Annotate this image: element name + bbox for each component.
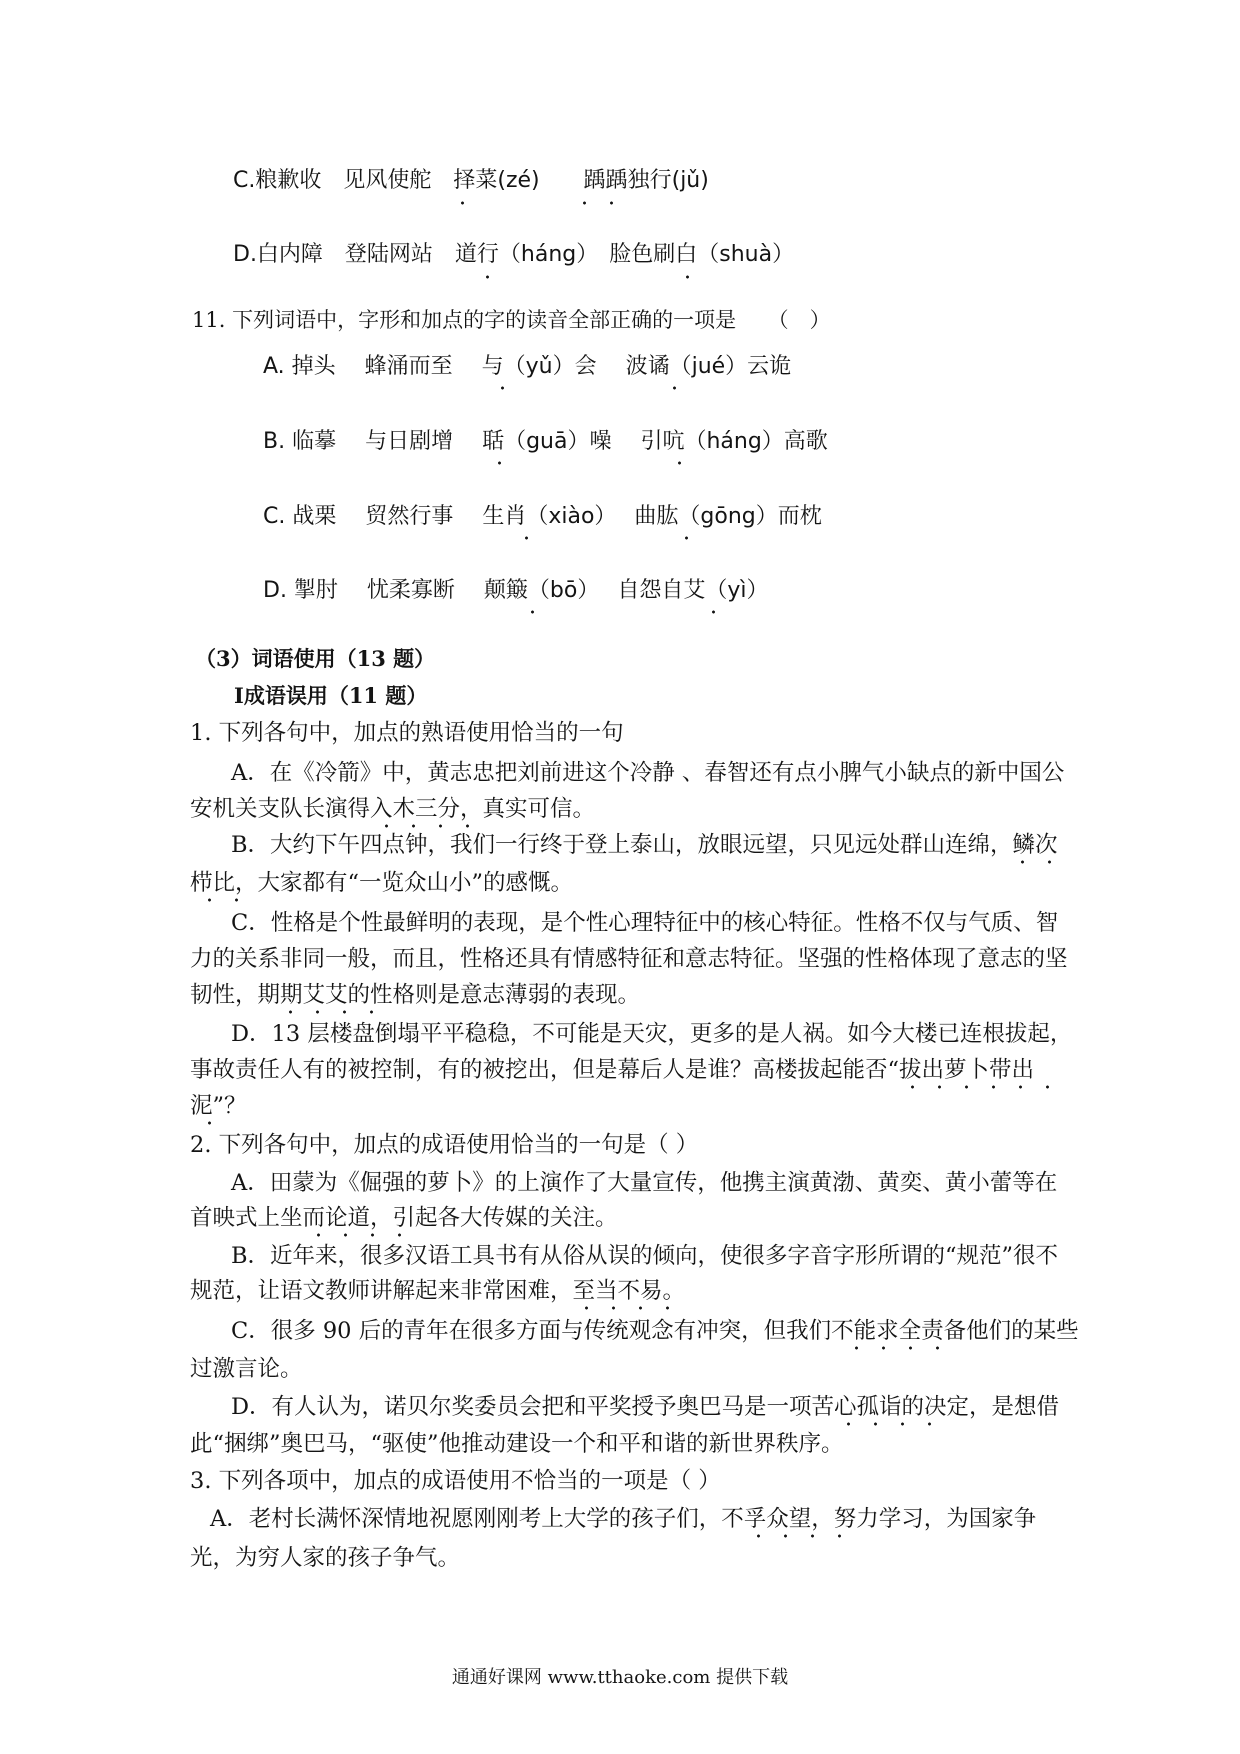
emphasis-dots (1003, 859, 1059, 865)
q11-option-d: D. 掣肘 忧柔寡断 颠簸（bō） 自怨自艾（yì） (263, 578, 769, 603)
emphasis-dots (271, 1009, 379, 1015)
q2-option-c-line2: 过激言论。 (190, 1356, 303, 1382)
q1-stem: 1. 下列各句中，加点的熟语使用恰当的一句 (190, 720, 624, 746)
emphasis-dots (739, 1533, 847, 1539)
emphasis-dots (893, 1084, 1057, 1090)
emphasis-dots (567, 1305, 675, 1311)
q2-option-b-line2: 规范，让语文教师讲解起来非常困难，至当不易。 (190, 1278, 686, 1304)
q3-stem: 3. 下列各项中，加点的成语使用不恰当的一项是（ ） (190, 1468, 721, 1494)
q10-option-d: D.白内障 登陆网站 道行（háng） 脸色刷白（shuà） (233, 242, 795, 267)
q1-option-d-line1: D．13 层楼盘倒塌平平稳稳，不可能是天灾，更多的是人祸。如今大楼已连根拔起， (231, 1021, 1073, 1047)
emphasis-dots (694, 609, 722, 615)
q2-option-a-line1: A．田蒙为《倔强的萝卜》的上演作了大量宣传，他携主演黄渤、黄奕、黄小蕾等在 (231, 1170, 1058, 1196)
q2-option-c-line1: C．很多 90 后的青年在很多方面与传统观念有冲突，但我们不能求全责备他们的某些 (231, 1318, 1079, 1344)
q2-option-b-line1: B．近年来，很多汉语工具书有从俗从误的倾向，使很多字音字形所谓的“规范”很不 (231, 1243, 1059, 1269)
section-subheading: Ⅰ成语误用（11 题） (234, 683, 428, 708)
q1-option-b-line1: B．大约下午四点钟，我们一行终于登上泰山，放眼远望，只见远处群山连绵，鳞次 (231, 832, 1058, 858)
q2-stem: 2. 下列各句中，加点的成语使用恰当的一句是（ ） (190, 1132, 699, 1158)
emphasis-dots (667, 535, 695, 541)
emphasis-dots (668, 274, 696, 280)
q3-option-a-line1: A．老村长满怀深情地祝愿刚刚考上大学的孩子们，不孚众望，努力学习，为国家争 (210, 1506, 1037, 1532)
q1-option-c-line3: 韧性，期期艾艾的性格则是意志薄弱的表现。 (190, 982, 641, 1008)
q1-option-a-line1: A．在《冷箭》中，黄志忠把刘前进这个冷静 、春智还有点小脾气小缺点的新中国公 (231, 760, 1065, 786)
emphasis-dots (468, 274, 496, 280)
q1-option-b-line2: 栉比，大家都有“一览众山小”的感慨。 (190, 870, 574, 896)
emphasis-dots (299, 1232, 407, 1238)
q1-option-d-line3: 泥”？ (190, 1093, 247, 1119)
q2-option-d-line2: 此“捆绑”奥巴马，“驱使”他推动建设一个和平和谐的新世界秩序。 (190, 1431, 844, 1457)
emphasis-dots (190, 897, 246, 903)
q2-option-d-line1: D．有人认为，诺贝尔奖委员会把和平奖授予奥巴马是一项苦心孤诣的决定，是想借 (231, 1394, 1060, 1420)
q11-option-b: B. 临摹 与日剧增 聒（guā）噪 引吭（háng）高歌 (263, 429, 828, 454)
emphasis-dots (443, 200, 471, 206)
emphasis-dots (565, 200, 621, 206)
emphasis-dots (837, 1345, 945, 1351)
q1-option-c-line2: 力的关系非同一般，而且，性格还具有情感特征和意志特征。坚强的性格体现了意志的坚 (190, 946, 1068, 972)
q11-option-c: C. 战栗 贸然行事 生肖（xiào） 曲肱（gōng）而枕 (263, 504, 822, 529)
q1-option-a-line2: 安机关支队长演得入木三分，真实可信。 (190, 796, 596, 822)
q11-option-a: A. 掉头 蜂涌而至 与（yǔ）会 波谲（jué）云诡 (263, 354, 792, 379)
emphasis-dots (190, 1120, 218, 1126)
q1-option-d-line2: 事故责任人有的被控制，有的被挖出，但是幕后人是谁？高楼拔起能否“拔出萝卜带出 (190, 1057, 1035, 1083)
emphasis-dots (367, 823, 475, 829)
q1-option-c-line1: C．性格是个性最鲜明的表现，是个性心理特征中的核心特征。性格不仅与气质、智 (231, 910, 1059, 936)
emphasis-dots (480, 460, 508, 466)
q11-stem: 11. 下列词语中，字形和加点的字的读音全部正确的一项是 （ ） (192, 308, 831, 332)
section-heading: （3）词语使用（13 题） (195, 646, 436, 671)
emphasis-dots (483, 385, 511, 391)
q2-option-a-line2: 首映式上坐而论道，引起各大传媒的关注。 (190, 1205, 618, 1231)
emphasis-dots (655, 385, 683, 391)
q3-option-a-line2: 光，为穷人家的孩子争气。 (190, 1545, 461, 1571)
emphasis-dots (829, 1421, 937, 1427)
q10-option-c: C.粮歉收 见风使舵 择菜(zé) 踽踽独行(jǔ) (233, 168, 709, 193)
emphasis-dots (660, 460, 688, 466)
emphasis-dots (507, 535, 535, 541)
page-footer: 通通好课网 www.tthaoke.com 提供下载 (451, 1667, 789, 1688)
emphasis-dots (513, 609, 541, 615)
